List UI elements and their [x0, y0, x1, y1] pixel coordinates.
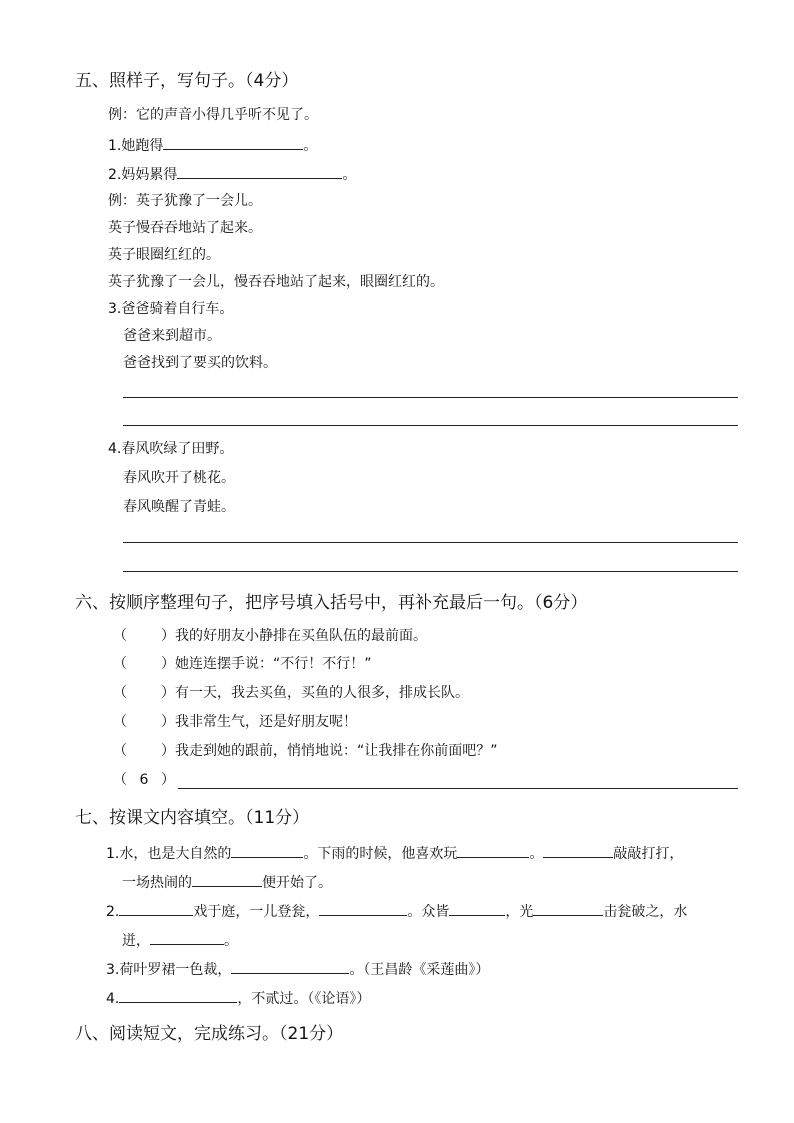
order-item: （ ）我走到她的跟前，悄悄地说：“让我排在你前面吧？”	[113, 743, 498, 759]
section5-q1	[108, 135, 317, 155]
section6-title: 六、按顺序整理句子，把序号填入括号中，再补充最后一句。（6分）	[75, 593, 588, 613]
example2-line: 英子犹豫了一会儿，慢吞吞地站了起来，眼圈红红的。	[108, 274, 444, 290]
last-sentence-line[interactable]	[178, 788, 738, 789]
fill-blank[interactable]	[119, 901, 193, 916]
order-item-text: 我非常生气，还是好朋友呢！	[175, 714, 357, 730]
section5-example1: 例：它的声音小得几乎听不见了。	[108, 107, 318, 123]
order-item-text: 有一天，我去买鱼，买鱼的人很多，排成长队。	[175, 685, 469, 701]
section7-q2-cont: 迸， 。	[122, 930, 238, 950]
order-item-last: （ 6 ）	[113, 772, 175, 788]
q1-blank[interactable]	[163, 135, 303, 150]
section7-q1: 1.水，也是大自然的 。下雨的时候，他喜欢玩 。 敲敲打打，	[106, 843, 683, 863]
fill-blank[interactable]	[533, 901, 603, 916]
q3-line: 爸爸来到超市。	[123, 328, 221, 344]
order-item: （ ）她连连摆手说：“不行！不行！”	[113, 656, 372, 672]
fill-blank[interactable]	[192, 872, 262, 887]
q4-line: 春风唤醒了青蛙。	[123, 499, 235, 515]
fill-blank[interactable]	[119, 988, 237, 1003]
section5-title: 五、照样子，写句子。（4分）	[75, 71, 299, 91]
q2-blank[interactable]	[177, 164, 342, 179]
fill-blank[interactable]	[543, 843, 613, 858]
q4-line: 春风吹开了桃花。	[123, 470, 235, 486]
section7-q2: 2. 戏于庭，一儿登瓮， 。众皆 ，光 击瓮破之，水	[106, 901, 687, 921]
fill-blank[interactable]	[449, 901, 505, 916]
example2-line: 英子慢吞吞地站了起来。	[108, 220, 262, 236]
q1-prefix: 1.她跑得	[108, 138, 164, 154]
q4-answer-line[interactable]	[123, 542, 738, 543]
q2-prefix: 2.妈妈累得	[108, 167, 178, 183]
example2-line: 例：英子犹豫了一会儿。	[108, 193, 262, 209]
fill-blank[interactable]	[231, 959, 349, 974]
q3-line: 3.爸爸骑着自行车。	[108, 301, 234, 317]
order-item: （ ）我的好朋友小静排在买鱼队伍的最前面。	[113, 628, 427, 644]
q3-line: 爸爸找到了要买的饮料。	[123, 355, 277, 371]
fill-blank[interactable]	[231, 843, 303, 858]
order-item-text: 她连连摆手说：“不行！不行！”	[175, 656, 372, 672]
order-item-text: 我走到她的跟前，悄悄地说：“让我排在你前面吧？”	[175, 743, 498, 759]
q2-period: 。	[342, 167, 357, 183]
order-item-text: 我的好朋友小静排在买鱼队伍的最前面。	[175, 628, 427, 644]
order-item: （ ）有一天，我去买鱼，买鱼的人很多，排成长队。	[113, 685, 469, 701]
q3-answer-line[interactable]	[123, 397, 738, 398]
section7-q3: 3.荷叶罗裙一色裁， 。（王昌龄《采莲曲》）	[106, 959, 489, 979]
fill-blank[interactable]	[457, 843, 529, 858]
section7-q4: 4. ，不贰过。（《论语》）	[106, 988, 370, 1008]
q4-answer-line[interactable]	[123, 571, 738, 572]
section5-q2	[108, 164, 356, 184]
order-number-last: 6	[139, 772, 149, 788]
section7-q1-cont: 一场热闹的 便开始了。	[122, 872, 332, 892]
fill-blank[interactable]	[319, 901, 407, 916]
q4-line: 4.春风吹绿了田野。	[108, 441, 234, 457]
example2-line: 英子眼圈红红的。	[108, 247, 220, 263]
order-item: （ ）我非常生气，还是好朋友呢！	[113, 714, 357, 730]
q1-period: 。	[303, 138, 318, 154]
section7-title: 七、按课文内容填空。（11分）	[75, 808, 310, 828]
section8-title: 八、阅读短文，完成练习。（21分）	[75, 1024, 344, 1044]
q3-answer-line[interactable]	[123, 425, 738, 426]
fill-blank[interactable]	[150, 930, 224, 945]
